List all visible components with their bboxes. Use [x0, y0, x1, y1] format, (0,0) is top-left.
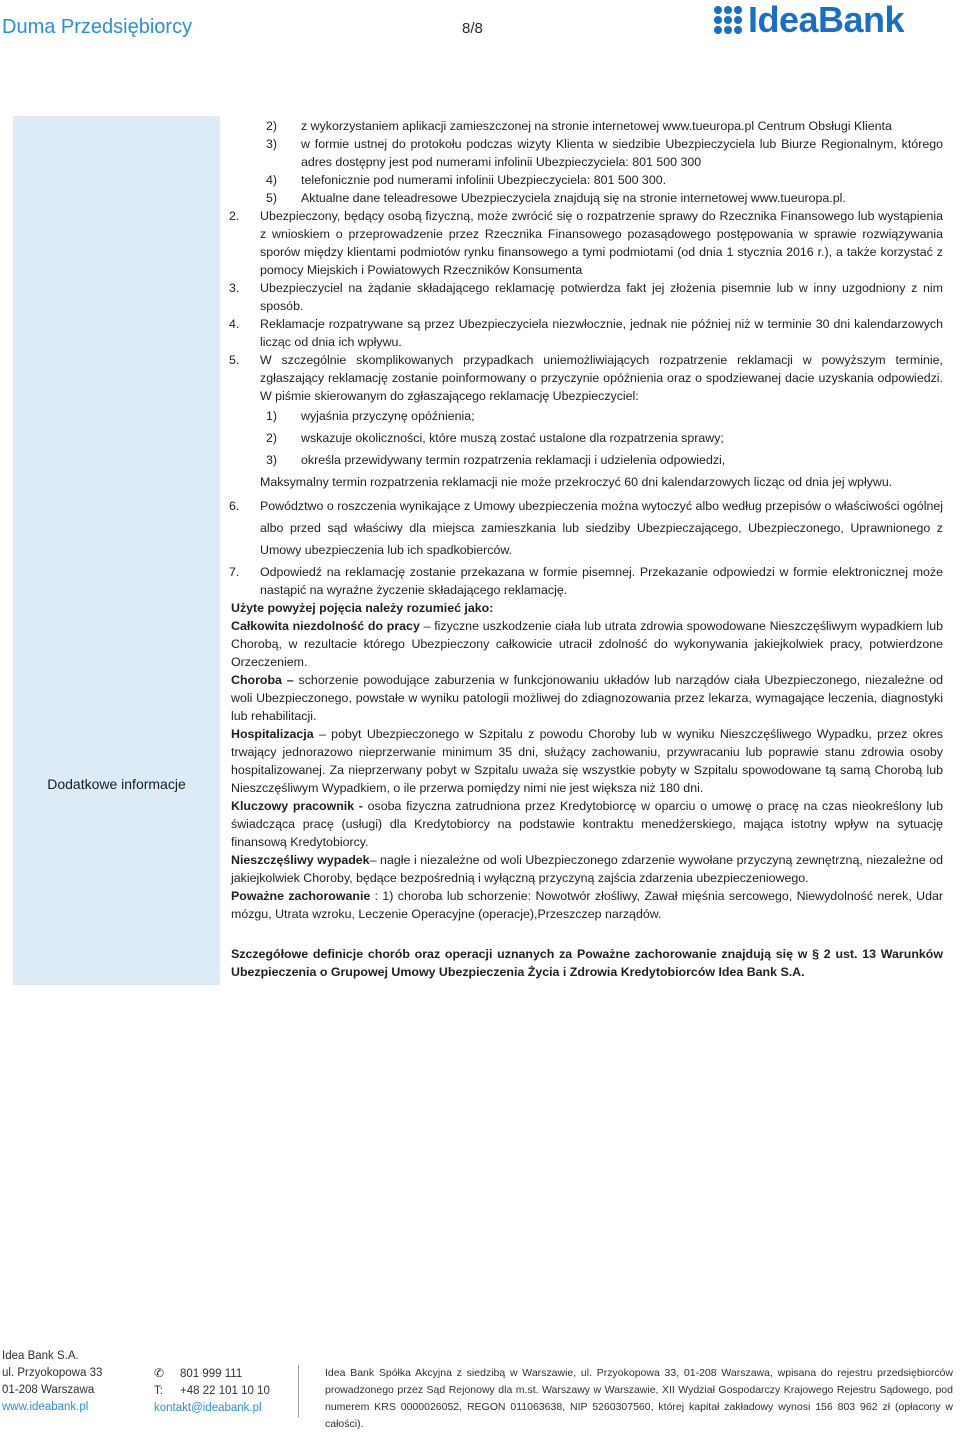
list-item: 3) w formie ustnej do protokołu podczas wizyty Klienta w siedzibie Ubezpieczyciela lub Biurze Regionalnym, którego adres dostępny jest pod numerami infolinii Ubezpieczyciela: 801 500 300: [266, 137, 943, 169]
main-content: [231, 117, 943, 981]
list-item: 2. Ubezpieczony, będący osobą fizyczną, może zwrócić się o rozpatrzenie sprawy do Rzecznika Finansowego lub wystąpienia z wnioskiem o przeprowadzenie przez Rzecznika Finansowego pozasądowego postępowania w sprawie rozwiązywania sporów między klientami podmiotów rynku finansowego a tymi podmiotami (od dnia 1 stycznia 2016 r.), a także korzystać z pomocy Miejskich i Powiatowych Rzeczników Konsumenta: [229, 209, 943, 277]
list-item: 3. Ubezpieczyciel na żądanie składającego reklamację potwierdza fakt jej złożenia pisemnie lub w inny uzgodniony z nim sposób.: [229, 281, 943, 313]
footer-contact: [154, 1365, 270, 1417]
tel-label: T:: [154, 1385, 163, 1397]
list-item: 4) telefonicznie pod numerami infolinii Ubezpieczyciela: 801 500 300.: [266, 173, 667, 187]
paragraph: Maksymalny termin rozpatrzenia reklamacji nie może przekroczyć 60 dni kalendarzowych licząc od dnia jej wpływu.: [260, 475, 893, 489]
footer-phone: 801 999 111: [180, 1368, 243, 1380]
definition: Kluczowy pracownik - osoba fizyczna zatrudniona przez Kredytobiorcę w oparciu o umowę o pracę na czas nieokreślony lub świadcząca pracę (usługi) dla Kredytobiorcy na podstawie kontraktu menedżerskiego, mająca istotny wpływ na sytuację finansową Kredytobiorcy.: [231, 799, 943, 849]
footer-website-link[interactable]: www.ideabank.pl: [2, 1401, 89, 1413]
idea-bank-logo: [714, 0, 904, 40]
final-note: Szczegółowe definicje chorób oraz operacji uznanych za Poważne zachorowanie znajdują się w § 2 ust. 13 Warunków Ubezpieczenia o Grupowej Umowy Ubezpieczenia Życia i Zdrowia Kredytobiorców Idea Bank S.A.: [231, 947, 943, 979]
definition: Nieszczęśliwy wypadek– nagłe i niezależne od woli Ubezpieczonego zdarzenie wywołane przyczyną zewnętrzną, niezależne od jakiejkolwiek Choroby, będące bezpośrednią i wyłączną przyczyną zajścia zdarzenia ubezpieczeniowego.: [231, 853, 943, 885]
footer-divider: [298, 1365, 299, 1417]
list-item: 2) wskazuje okoliczności, które muszą zostać ustalone dla rozpatrzenia sprawy;: [266, 431, 724, 445]
list-item: 5) Aktualne dane teleadresowe Ubezpieczyciela znajdują się na stronie internetowej www.tueuropa.pl.: [266, 191, 846, 205]
list-item: 1) wyjaśnia przyczynę opóźnienia;: [266, 409, 475, 423]
document-title: Duma Przedsiębiorcy: [2, 16, 193, 38]
list-item: 5. W szczególnie skomplikowanych przypadkach uniemożliwiających rozpatrzenie reklamacji w powyższym terminie, zgłaszający reklamację zostanie poinformowany o przyczynie opóźnienia oraz o spodziewanej dacie uzyskania odpowiedzi. W piśmie skierowanym do zgłaszającego reklamację Ubezpieczyciel:: [229, 353, 943, 403]
footer-address: [2, 1348, 102, 1416]
sidebar: [13, 116, 220, 985]
phone-icon: ✆: [154, 1366, 165, 1380]
list-item: 7. Odpowiedź na reklamację zostanie przekazana w formie pisemnej. Przekazanie odpowiedzi w formie elektronicznej może nastąpić na wyraźne życzenie składającego reklamację.: [229, 565, 943, 597]
logo-wordmark: IdeaBank: [748, 0, 905, 40]
definitions-heading: Użyte powyżej pojęcia należy rozumieć jako:: [231, 601, 494, 615]
footer-legal: Idea Bank Spółka Akcyjna z siedzibą w Warszawie, ul. Przyokopowa 33, 01-208 Warszawa, wpisana do rejestru przedsiębiorców prowadzonego przez Sąd Rejonowy dla m.st. Warszawy w Warszawie, XII Wydział Gospodarczy Krajowego Rejestru Sądowego, pod numerem KRS 0000026052, REGON 011063638, NIP 5260307560, której kapitał zakładowy wynosi 156 803 962 zł (opłacony w całości).: [325, 1367, 953, 1430]
list-item: 2) z wykorzystaniem aplikacji zamieszczonej na stronie internetowej www.tueuropa.pl Centrum Obsługi Klienta: [266, 119, 892, 133]
footer-email-link[interactable]: kontakt@ideabank.pl: [154, 1402, 262, 1414]
list-item: 4. Reklamacje rozpatrywane są przez Ubezpieczyciela niezwłocznie, jednak nie później niż w terminie 30 dni kalendarzowych licząc od dnia ich wpływu.: [229, 317, 943, 349]
footer-city: 01-208 Warszawa: [2, 1384, 95, 1396]
definition: Całkowita niezdolność do pracy – fizyczne uszkodzenie ciała lub utrata zdrowia spowodowane Nieszczęśliwym wypadkiem lub Chorobą, w rezultacie którego Ubezpieczony całkowicie utracił zdolność do wykonywania jakiejkolwiek pracy, potwierdzone Orzeczeniem.: [231, 619, 943, 669]
logo-dots-icon: [714, 6, 742, 34]
footer-company: Idea Bank S.A.: [2, 1350, 79, 1362]
list-item: 3) określa przewidywany termin rozpatrzenia reklamacji i udzielenia odpowiedzi,: [266, 453, 726, 467]
definition: Poważne zachorowanie : 1) choroba lub schorzenie: Nowotwór złośliwy, Zawał mięśnia sercowego, Niewydolność nerek, Udar mózgu, Utrata wzroku, Leczenie Operacyjne (operacje),Przeszczep narządów.: [231, 889, 943, 921]
page-number: 8/8: [462, 20, 483, 37]
footer-street: ul. Przyokopowa 33: [2, 1367, 103, 1379]
definition: Choroba – schorzenie powodujące zaburzenia w funkcjonowaniu układów lub narządów ciała Ubezpieczonego, niezależne od woli Ubezpieczonego, powstałe w wyniku patologii możliwej do zdiagnozowania przez lekarza, wymagające leczenia, diagnostyki lub rehabilitacji.: [231, 673, 943, 723]
list-item: 6. Powództwo o roszczenia wynikające z Umowy ubezpieczenia można wytoczyć albo według przepisów o właściwości ogólnej albo przed sąd właściwy dla miejsca zamieszkania lub siedziby Ubezpieczającego, Ubezpieczonego, Uprawnionego z Umowy ubezpieczenia lub ich spadkobierców.: [229, 499, 943, 557]
definition: Hospitalizacja – pobyt Ubezpieczonego w Szpitalu z powodu Choroby lub w wyniku Nieszczęśliwego Wypadku, przez okres trwający jednorazowo nieprzerwanie minimum 35 dni, służący zachowaniu, przywracaniu lub poprawie stanu zdrowia osoby hospitalizowanej. Za nieprzerwany pobyt w Szpitalu uważa się wszystkie pobyty w Szpitalu spowodowane tą samą Chorobą lub Nieszczęśliwym Wypadkiem, o ile przerwa pomiędzy nimi nie jest większa niż 180 dni.: [231, 727, 943, 795]
sidebar-label: Dodatkowe informacje: [47, 776, 186, 792]
footer-tel: +48 22 101 10 10: [180, 1385, 270, 1397]
